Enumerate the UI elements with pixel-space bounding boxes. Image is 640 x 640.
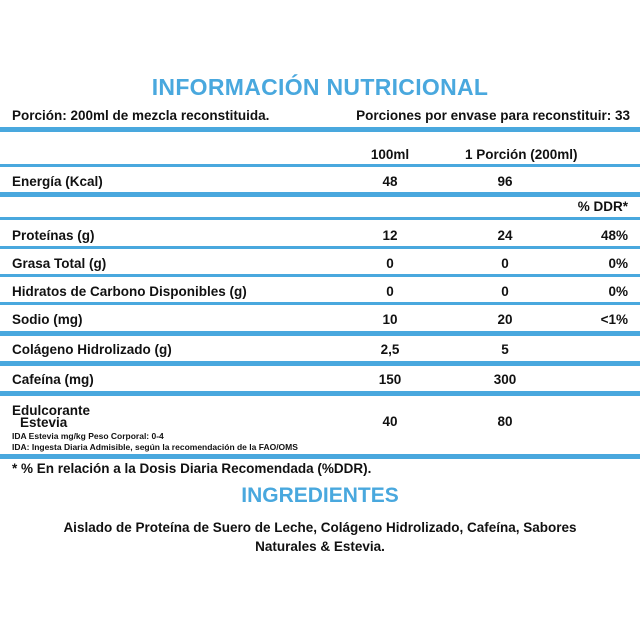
ingredients-text [30,518,610,556]
nutrient-100ml: 0 [386,284,394,299]
nutrient-label: Colágeno Hidrolizado (g) [12,342,172,357]
nutrient-label: Grasa Total (g) [12,256,107,271]
sweetener-note: IDA Estevia mg/kg Peso Corporal: 0-4 [12,431,164,441]
divider [0,192,640,197]
divider [0,274,640,277]
nutrient-label: Cafeína (mg) [12,372,94,387]
nutrient-label: Hidratos de Carbono Disponibles (g) [12,284,247,299]
ingredients-line: Naturales & Estevia. [255,539,385,554]
sweetener-note: IDA: Ingesta Diaria Admisible, según la recomendación de la FAO/OMS [12,442,298,452]
nutrient-label: Proteínas (g) [12,228,95,243]
divider [0,361,640,366]
ddr-header: % DDR* [577,199,628,214]
servings-per-container: Porciones por envase para reconstituir: 33 [356,108,630,123]
nutrient-portion: 20 [497,312,513,327]
nutrition-title: INFORMACIÓN NUTRICIONAL [151,74,489,100]
sweetener-portion: 80 [497,414,513,429]
nutrient-portion: 300 [493,372,517,387]
ingredients-line: Aislado de Proteína de Suero de Leche, Colágeno Hidrolizado, Cafeína, Sabores [63,520,577,535]
nutrient-100ml: 10 [382,312,398,327]
ddr-footnote: * % En relación a la Dosis Diaria Recomendada (%DDR). [12,461,372,476]
energy-label: Energía (Kcal) [12,174,103,189]
divider [0,217,640,220]
energy-portion: 96 [497,174,513,189]
column-header-100ml: 100ml [370,147,410,162]
nutrient-label: Sodio (mg) [12,312,83,327]
sweetener-label: Edulcorante [12,403,91,418]
sweetener-sublabel: Estevia [20,415,68,430]
divider [0,127,640,132]
nutrient-100ml: 2,5 [380,342,400,357]
energy-100ml: 48 [382,174,398,189]
nutrient-portion: 0 [501,284,509,299]
column-header-portion: 1 Porción (200ml) [465,147,578,162]
divider [0,391,640,396]
nutrient-ddr: 0% [608,284,628,299]
divider [0,164,640,167]
nutrient-portion: 24 [497,228,513,243]
nutrient-ddr: 0% [608,256,628,271]
portion-size: Porción: 200ml de mezcla reconstituida. [12,108,270,123]
nutrient-portion: 0 [501,256,509,271]
nutrient-ddr: 48% [600,228,628,243]
divider [0,331,640,336]
nutrient-portion: 5 [501,342,509,357]
nutrient-100ml: 12 [382,228,398,243]
nutrient-ddr: <1% [600,312,628,327]
divider [0,454,640,459]
divider [0,246,640,249]
ingredients-title: INGREDIENTES [241,484,399,507]
divider [0,302,640,305]
nutrient-100ml: 0 [386,256,394,271]
sweetener-100ml: 40 [382,414,398,429]
nutrient-100ml: 150 [378,372,402,387]
